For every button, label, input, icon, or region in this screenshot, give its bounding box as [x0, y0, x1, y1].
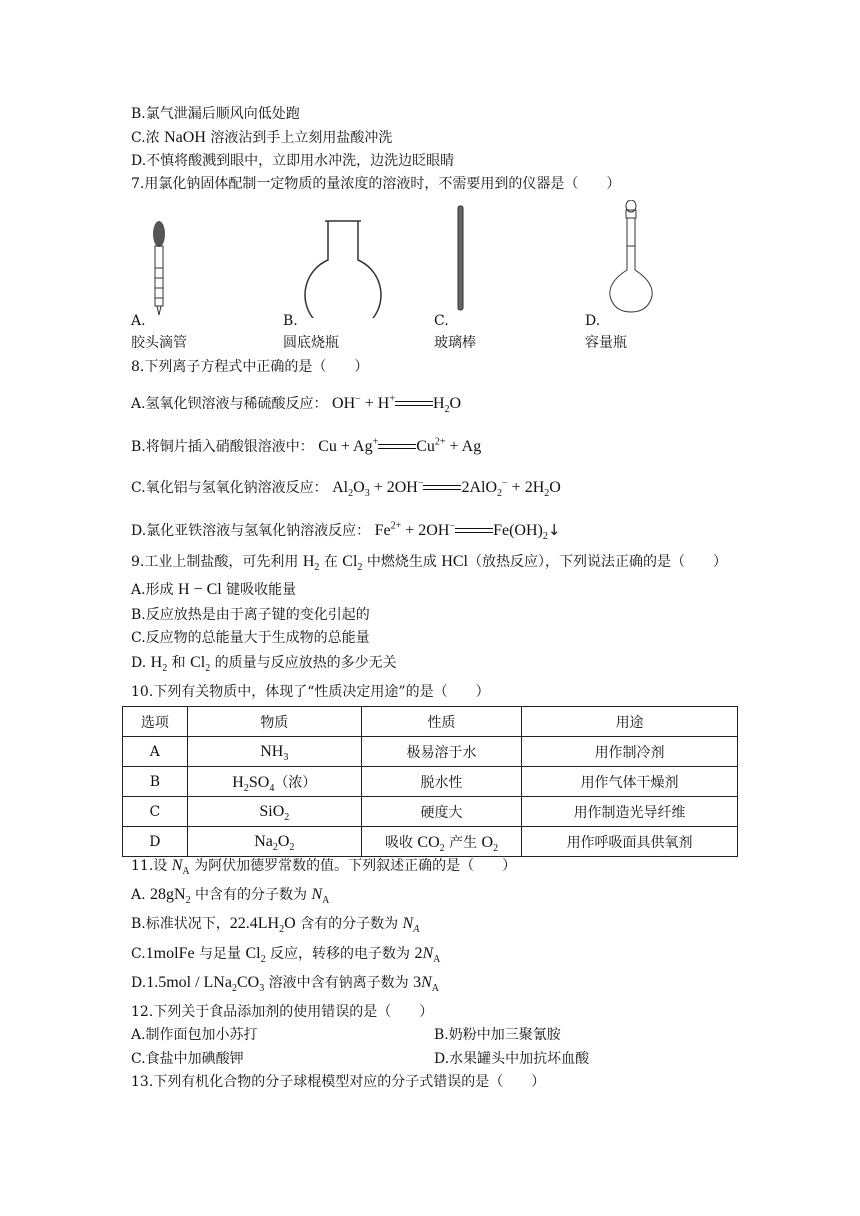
q13-stem: 13.下列有机化合物的分子球棍模型对应的分子式错误的是（ ） — [131, 1074, 546, 1090]
precipitate-arrow-icon: ↓ — [547, 521, 561, 539]
q10-stem: 10.下列有关物质中，体现了“性质决定用途”的是（ ） — [131, 684, 490, 700]
header-substance: 物质 — [187, 707, 361, 737]
q11-option-d: $D.1.5mol / LNa_2CO_3$ 溶液中含有钠离子数为 $3N_A$ — [131, 974, 439, 995]
table-row: B $H_2SO_4$（浓） 脱水性 用作气体干燥剂 — [123, 767, 738, 797]
q8-option-b: B.将铜片插入硝酸银溶液中： Cu + Ag+ $Cu^{2+} + Ag$ — [131, 436, 482, 455]
table-row: D $Na_2O_2$ 吸收 $CO_2$ 产生 $O_2$ 用作呼吸面具供氧剂 — [123, 827, 738, 857]
round-flask-icon — [298, 218, 388, 318]
dropper-icon — [146, 218, 176, 318]
q11-stem: 11.设 $N_A$ 为阿伏加德罗常数的值。下列叙述正确的是（ ） — [131, 857, 517, 878]
table-row: C SiO$_2$ 硬度大 用作制造光导纤维 — [123, 797, 738, 827]
q7-option-a-letter: A. — [131, 313, 146, 329]
q8-option-d: D.氯化亚铁溶液与氢氧化钠溶液反应： $Fe^{2+} + 2OH^-$ $Fe(OH)_2↓$ — [131, 520, 561, 543]
q9-option-c: C.反应物的总能量大于生成物的总能量 — [131, 630, 370, 646]
q6-option-b: B.氯气泄漏后顺风向低处跑 — [131, 106, 300, 122]
table-row: A $NH_3$ 极易溶于水 用作制冷剂 — [123, 737, 738, 767]
header-property: 性质 — [361, 707, 521, 737]
header-option: 选项 — [123, 707, 188, 737]
q11-option-c: C.1molFe 与足量 $Cl_2$ 反应，转移的电子数为 $2N_A$ — [131, 945, 441, 966]
q12-stem: 12.下列关于食品添加剂的使用错误的是（ ） — [131, 1004, 434, 1020]
q7-option-b-letter: B. — [283, 313, 298, 329]
q8-option-c: C.氧化铝与氢氧化钠溶液反应： $Al_2O_3 + 2OH^-$ $2AlO_2^- + 2H_2O$ — [131, 477, 561, 500]
q9-option-b: B.反应放热是由于离子键的变化引起的 — [131, 607, 370, 623]
q7-option-d-letter: D. — [585, 313, 601, 329]
header-use: 用途 — [522, 707, 738, 737]
volumetric-flask-icon — [604, 200, 662, 316]
q7-option-c-letter: C. — [434, 313, 449, 329]
q7-stem: 7.用氯化钠固体配制一定物质的量浓度的溶液时，不需要用到的仪器是（ ） — [131, 176, 621, 192]
q12-option-d: D.水果罐头中加抗坏血酸 — [434, 1051, 590, 1067]
q7-option-d-name: 容量瓶 — [585, 335, 627, 351]
q12-option-c: C.食盐中加碘酸钾 — [131, 1051, 244, 1067]
q7-option-b-name: 圆底烧瓶 — [283, 335, 339, 351]
q7-option-a-name: 胶头滴管 — [131, 335, 187, 351]
q9-option-a: A.形成 H − Cl 键吸收能量 — [131, 581, 297, 598]
q6-option-c: C.浓 NaOH 溶液沾到手上立刻用盐酸冲洗 — [131, 129, 393, 146]
q12-option-a: A.制作面包加小苏打 — [131, 1027, 258, 1043]
q6-option-d: D.不慎将酸溅到眼中，立即用水冲洗，边洗边眨眼睛 — [131, 153, 455, 169]
glass-rod-icon — [453, 204, 469, 316]
q10-table — [122, 706, 738, 857]
q12-option-b: B.奶粉中加三聚氰胺 — [434, 1027, 561, 1043]
q9-stem: 9.工业上制盐酸，可先利用 $H_2$ 在 $Cl_2$ 中燃烧生成 HCl（放热反应），下列说法正确的是（ ） — [131, 553, 727, 574]
q8-stem: 8.下列离子方程式中正确的是（ ） — [131, 359, 369, 375]
q9-option-d: D. $H_2$ 和 $Cl_2$ 的质量与反应放热的多少无关 — [131, 654, 397, 675]
q8-option-a: A.氢氧化钡溶液与稀硫酸反应： OH− + H+ $H_2O$ — [131, 393, 462, 416]
q7-option-c-name: 玻璃棒 — [434, 335, 476, 351]
table-header-row — [123, 707, 738, 737]
q11-option-b: B.标准状况下，$22.4LH_2O$ 含有的分子数为 $N_A$ — [131, 915, 420, 936]
q11-option-a: A. $28gN_2$ 中含有的分子数为 $N_A$ — [131, 886, 330, 907]
